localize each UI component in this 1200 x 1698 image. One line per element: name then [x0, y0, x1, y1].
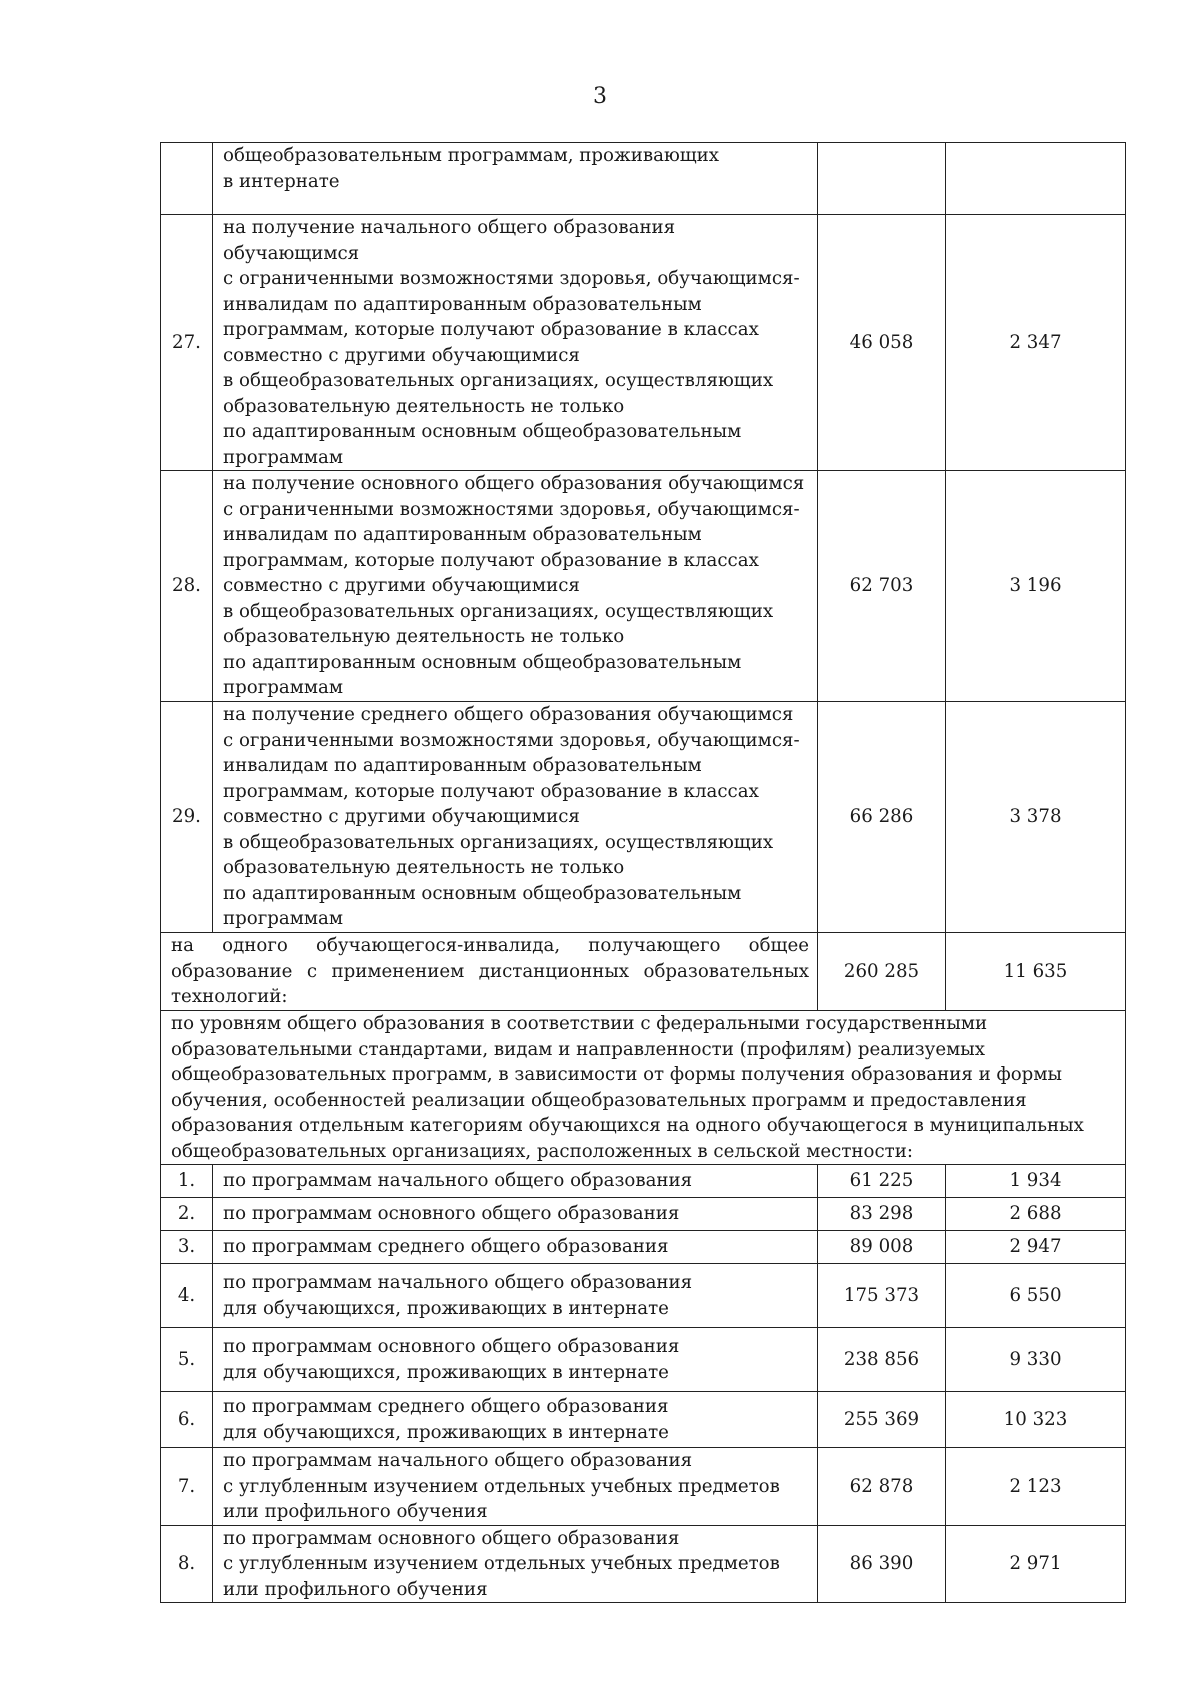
- page-number: 3: [593, 84, 607, 109]
- row-number: 1.: [161, 1165, 213, 1198]
- row-description: по программам среднего общего образования: [213, 1231, 818, 1264]
- row-description: общеобразовательным программам, проживающих в интернате: [213, 143, 818, 215]
- row-value-1: 175 373: [818, 1264, 946, 1328]
- row-number: 29.: [161, 702, 213, 933]
- row-value-2: 10 323: [946, 1392, 1126, 1448]
- table-row-distance: [161, 933, 1126, 1011]
- row-number: 7.: [161, 1448, 213, 1526]
- row-value-2: 3 378: [946, 702, 1126, 933]
- table-row: [161, 1264, 1126, 1328]
- row-value-1: 86 390: [818, 1525, 946, 1603]
- row-description: по программам основного общего образования с углубленным изучением отдельных учебных предметов или профильного обучения: [213, 1525, 818, 1603]
- row-value-2: 2 123: [946, 1448, 1126, 1526]
- section-header: по уровням общего образования в соответствии с федеральными государственными образовательными стандартами, видам и направленности (профилям) реализуемых общеобразовательных программ, в зависимости от формы получения образования и формы обучения, особенностей реализации общеобразовательных программ и предоставления образования отдельным категориям обучающихся на одного обучающегося в муниципальных общеобразовательных организациях, расположенных в сельской местности:: [161, 1011, 1126, 1165]
- row-description: на получение среднего общего образования обучающимся с ограниченными возможностями здоровья, обучающимся- инвалидам по адаптированным образовательным программам, которые получают образование в классах совместно с другими обучающимися в общеобразовательных организациях, осуществляющих образовательную деятельность не только по адаптированным основным общеобразовательным программам: [213, 702, 818, 933]
- row-number: 27.: [161, 215, 213, 471]
- table-row: [161, 1392, 1126, 1448]
- table-row: [161, 1198, 1126, 1231]
- table-row: [161, 1231, 1126, 1264]
- table-row: [161, 702, 1126, 933]
- row-description: на получение основного общего образования обучающимся с ограниченными возможностями здоровья, обучающимся- инвалидам по адаптированным образовательным программам, которые получают образование в классах совместно с другими обучающимися в общеобразовательных организациях, осуществляющих образовательную деятельность не только по адаптированным основным общеобразовательным программам: [213, 471, 818, 702]
- row-description: по программам начального общего образования с углубленным изучением отдельных учебных предметов или профильного обучения: [213, 1448, 818, 1526]
- table-row: [161, 1448, 1126, 1526]
- row-number: 5.: [161, 1328, 213, 1392]
- row-value-1: 46 058: [818, 215, 946, 471]
- table-row: [161, 1165, 1126, 1198]
- row-value-2: 2 971: [946, 1525, 1126, 1603]
- row-value-2: 6 550: [946, 1264, 1126, 1328]
- table-row: [161, 215, 1126, 471]
- row-description: по программам основного общего образования: [213, 1198, 818, 1231]
- row-number: 2.: [161, 1198, 213, 1231]
- row-value-1: [818, 143, 946, 215]
- row-value-1: 66 286: [818, 702, 946, 933]
- row-number: [161, 143, 213, 215]
- row-number: 3.: [161, 1231, 213, 1264]
- funding-table: [160, 142, 1126, 1603]
- table-row: [161, 1525, 1126, 1603]
- row-value-2: 1 934: [946, 1165, 1126, 1198]
- row-description: по программам основного общего образования для обучающихся, проживающих в интернате: [213, 1328, 818, 1392]
- row-value-1: 260 285: [818, 933, 946, 1011]
- row-value-2: 2 347: [946, 215, 1126, 471]
- section-header-row: [161, 1011, 1126, 1165]
- row-value-2: 2 947: [946, 1231, 1126, 1264]
- row-description: на получение начального общего образования обучающимся с ограниченными возможностями здоровья, обучающимся- инвалидам по адаптированным образовательным программам, которые получают образование в классах совместно с другими обучающимися в общеобразовательных организациях, осуществляющих образовательную деятельность не только по адаптированным основным общеобразовательным программам: [213, 215, 818, 471]
- row-value-1: 89 008: [818, 1231, 946, 1264]
- row-value-2: [946, 143, 1126, 215]
- row-number: 4.: [161, 1264, 213, 1328]
- row-value-1: 255 369: [818, 1392, 946, 1448]
- row-value-1: 62 703: [818, 471, 946, 702]
- row-value-1: 62 878: [818, 1448, 946, 1526]
- row-value-1: 238 856: [818, 1328, 946, 1392]
- row-value-2: 9 330: [946, 1328, 1126, 1392]
- table-row: [161, 471, 1126, 702]
- row-number: 8.: [161, 1525, 213, 1603]
- row-number: 28.: [161, 471, 213, 702]
- row-description: по программам среднего общего образования для обучающихся, проживающих в интернате: [213, 1392, 818, 1448]
- row-number: 6.: [161, 1392, 213, 1448]
- row-description: по программам начального общего образования для обучающихся, проживающих в интернате: [213, 1264, 818, 1328]
- table-row: [161, 1328, 1126, 1392]
- row-value-2: 3 196: [946, 471, 1126, 702]
- row-value-2: 2 688: [946, 1198, 1126, 1231]
- row-description: по программам начального общего образования: [213, 1165, 818, 1198]
- row-value-1: 83 298: [818, 1198, 946, 1231]
- table-row: [161, 143, 1126, 215]
- row-value-2: 11 635: [946, 933, 1126, 1011]
- row-value-1: 61 225: [818, 1165, 946, 1198]
- distance-description: на одного обучающегося-инвалида, получающего общее образование с применением дистанционных образовательных технологий:: [161, 933, 818, 1011]
